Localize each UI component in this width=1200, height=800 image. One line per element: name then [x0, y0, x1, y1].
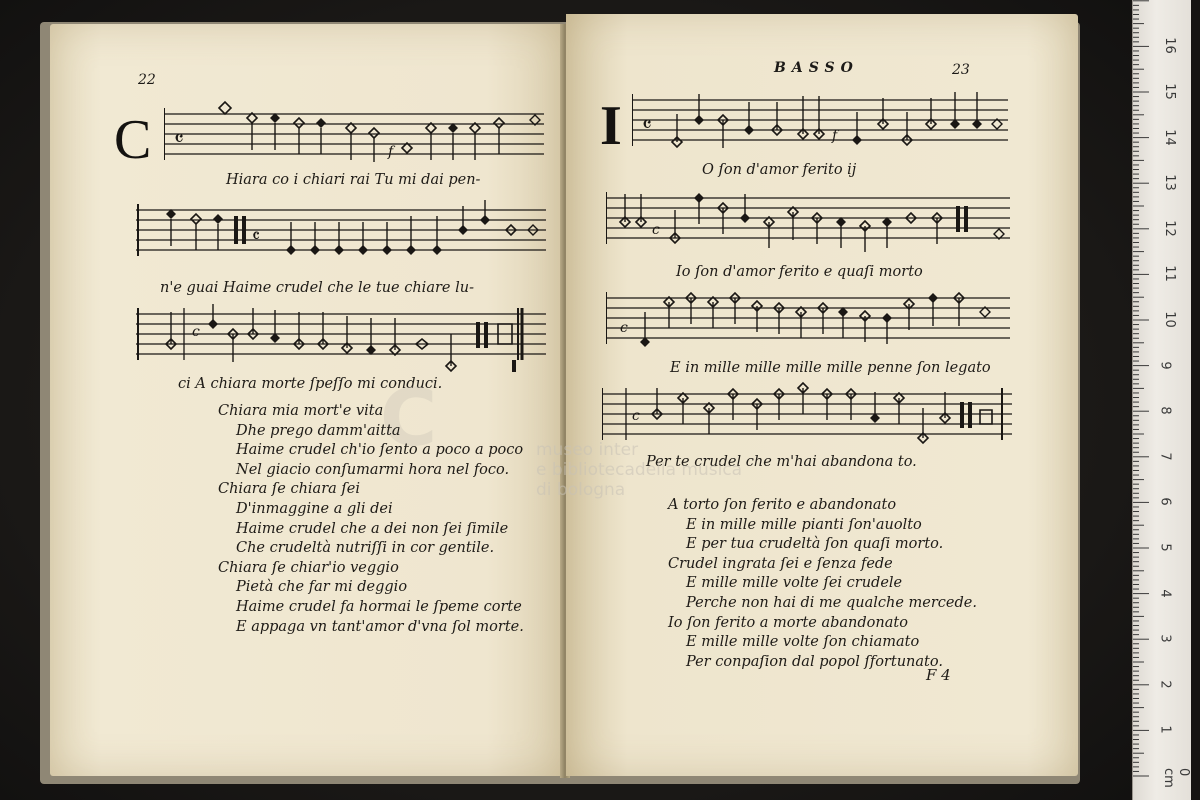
ruler-label: 9: [1157, 360, 1173, 370]
watermark-line: di bologna: [536, 480, 626, 500]
ruler-label: 16: [1161, 37, 1177, 55]
lyric-line-6: E in mille mille mille mille penne ſon legato: [670, 360, 991, 376]
verse-line: Pietà che far mi deggio: [236, 579, 408, 596]
verse-line: Crudel ingrata ſei e ſenza fede: [668, 555, 893, 572]
verse-line: E mille mille volte ſon chiamato: [686, 634, 920, 651]
music-staff-5: [606, 182, 1010, 264]
measuring-ruler: [1132, 0, 1191, 800]
signature-mark: F 4: [926, 666, 951, 684]
lyric-line-3: ci A chiara morte ſpeſſo mi conduci.: [178, 376, 443, 392]
ruler-label: 14: [1161, 128, 1177, 146]
verse-line: E per tua crudeltà ſon quaſi morto.: [686, 536, 944, 553]
verse-line: E in mille mille pianti ſon'auolto: [686, 516, 922, 533]
music-staff-6: [606, 282, 1010, 362]
music-staff-4: [632, 84, 1008, 160]
right-page: [536, 14, 1078, 776]
ruler-label: 7: [1157, 452, 1173, 461]
verse-line: Per conpaſion dal popol ſfortunato.: [686, 653, 943, 670]
left-page-number: 22: [138, 72, 156, 88]
verse-line: Perche non hai di me qualche mercede.: [686, 594, 977, 611]
svg-text:f: f: [832, 128, 838, 144]
ruler-label: 5: [1157, 543, 1173, 552]
verse-line: E mille mille volte ſei crudele: [686, 575, 903, 592]
verse-line: Haime crudel ch'io ſento a poco a poco: [236, 442, 524, 459]
lyric-line-2: n'e guai Haime crudel che le tue chiare lu-: [160, 280, 474, 296]
verse-line: Chiara ſe chiar'io veggio: [218, 559, 399, 576]
ruler-label: 3: [1157, 634, 1173, 643]
right-page-number: 23: [952, 62, 970, 78]
music-staff-3: [136, 298, 546, 380]
ruler-label: 0 cm: [1161, 768, 1191, 788]
ruler-label: 4: [1157, 588, 1173, 598]
ruler-label: 13: [1161, 174, 1177, 191]
ruler-label: 10: [1161, 311, 1177, 328]
ruler-label: 11: [1161, 265, 1177, 283]
verse-line: E appaga vn tant'amor d'vna ſol morte.: [236, 618, 524, 635]
verse-line: Haime crudel che a dei non ſei ſimile: [236, 520, 509, 537]
ruler-label: 8: [1157, 406, 1173, 415]
watermark-text: [536, 440, 742, 500]
part-header: BASSO: [774, 60, 859, 76]
lyric-line-5: Io ſon d'amor ferito e quaſi morto: [676, 264, 923, 280]
svg-text:c: c: [620, 320, 628, 336]
lyric-line-4: O ſon d'amor ferito ij: [702, 162, 857, 178]
left-page: [50, 24, 564, 776]
watermark-line: e bibliotecadella musica: [536, 460, 743, 480]
ruler-label: 1: [1157, 725, 1173, 735]
verse-line: A torto ſon ferito e abandonato: [668, 497, 897, 513]
ruler-label: 2: [1157, 680, 1173, 689]
decorated-initial-i: I: [600, 95, 622, 157]
verse-block-right: [668, 496, 977, 672]
svg-text:f: f: [388, 144, 394, 160]
ruler-label: 6: [1157, 497, 1173, 507]
lyric-line-7: Per te crudel che m'hai abandona to.: [646, 454, 917, 470]
verse-line: Io ſon ferito a morte abandonato: [668, 614, 908, 631]
verse-line: Che crudeltà nutriſſi in cor gentile.: [236, 540, 495, 557]
verse-line: Nel giacio conſumarmi hora nel foco.: [236, 461, 510, 478]
verse-line: D'inmaggine a gli dei: [236, 500, 393, 517]
ruler-label: 12: [1161, 220, 1177, 237]
svg-text:𝄴: 𝄴: [642, 113, 652, 138]
bleed-through-text: C: [380, 374, 438, 464]
svg-text:c: c: [652, 222, 660, 238]
verse-line: Dhe prego damm'aitta: [236, 422, 401, 439]
watermark-line: museo inter: [536, 440, 639, 460]
verse-line: Haime crudel fa hormai le ſpeme corte: [236, 598, 522, 615]
svg-text:𝄴: 𝄴: [252, 226, 261, 247]
verse-line: Chiara mia mort'e vita: [218, 403, 384, 419]
decorated-initial-c: C: [114, 109, 152, 171]
open-book: [34, 10, 1084, 785]
music-staff-2: [136, 194, 546, 276]
music-staff-1: [164, 98, 544, 170]
svg-text:c: c: [632, 408, 640, 424]
verse-block-left: [218, 402, 524, 637]
verse-line: Chiara ſe chiara ſei: [218, 481, 360, 498]
svg-text:𝄴: 𝄴: [174, 127, 184, 152]
lyric-line-1: Hiara co i chiari rai Tu mi dai pen-: [226, 172, 481, 188]
ruler-label: 15: [1161, 83, 1177, 100]
svg-text:c: c: [192, 324, 200, 340]
